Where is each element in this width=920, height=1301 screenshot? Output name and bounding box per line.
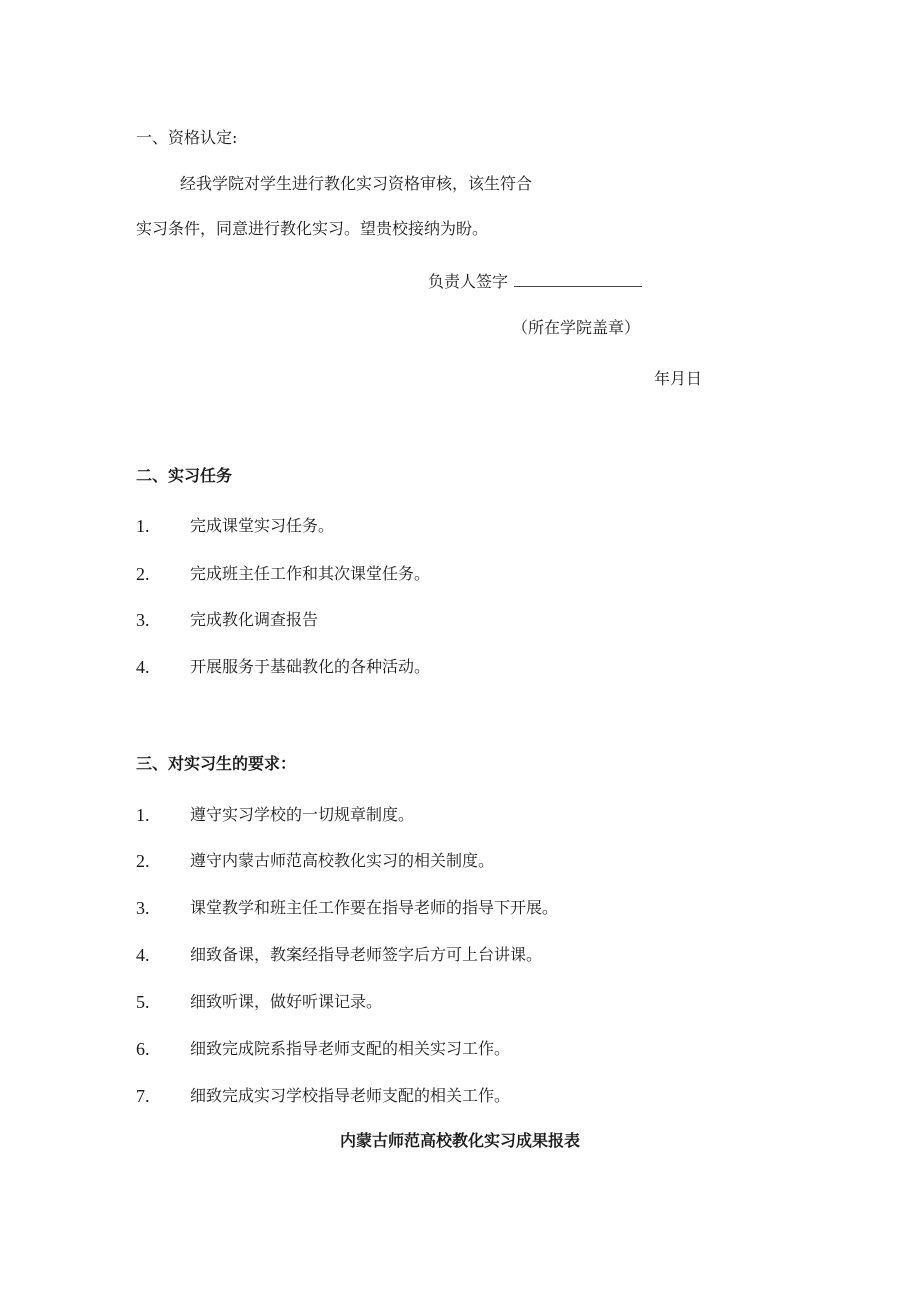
list-item-text: 遵守内蒙古师范高校教化实习的相关制度。	[190, 851, 495, 870]
date-line: 年月日	[654, 369, 703, 388]
seal-note: （所在学院盖章）	[512, 318, 641, 337]
list-item-text: 细致听课，做好听课记录。	[190, 992, 383, 1011]
list-item-text: 细致完成实习学校指导老师支配的相关工作。	[190, 1086, 511, 1105]
list-item-number: 4.	[136, 657, 150, 677]
list-item-number: 6.	[136, 1039, 150, 1059]
signature-line	[514, 272, 642, 287]
list-item-number: 4.	[136, 945, 150, 965]
list-item	[136, 898, 559, 919]
list-item-text: 遵守实习学校的一切规章制度。	[190, 805, 415, 824]
list-item-text: 完成课堂实习任务。	[190, 516, 335, 535]
list-item	[136, 610, 319, 631]
list-item	[136, 805, 415, 826]
list-item	[136, 851, 495, 872]
list-item-text: 细致完成院系指导老师支配的相关实习工作。	[190, 1039, 511, 1058]
list-item	[136, 516, 335, 537]
section2-heading: 二、实习任务	[136, 466, 233, 485]
signature-row	[428, 272, 642, 292]
list-item	[136, 1086, 511, 1107]
list-item-number: 7.	[136, 1086, 150, 1106]
list-item-text: 课堂教学和班主任工作要在指导老师的指导下开展。	[190, 898, 559, 917]
list-item-number: 5.	[136, 992, 150, 1012]
list-item	[136, 992, 383, 1013]
list-item-number: 3.	[136, 898, 150, 918]
list-item-text: 完成教化调查报告	[190, 610, 319, 629]
list-item-number: 3.	[136, 610, 150, 630]
list-item-number: 2.	[136, 564, 150, 584]
list-item-text: 开展服务于基础教化的各种活动。	[190, 657, 431, 676]
list-item	[136, 657, 431, 678]
section3-heading: 三、对实习生的要求：	[136, 754, 297, 773]
list-item-number: 2.	[136, 851, 150, 871]
list-item-number: 1.	[136, 805, 150, 825]
list-item-text: 细致备课，教案经指导老师签字后方可上台讲课。	[190, 945, 543, 964]
section1-paragraph-line2: 实习条件，同意进行教化实习。望贵校接纳为盼。	[136, 219, 489, 238]
list-item	[136, 1039, 511, 1060]
list-item	[136, 564, 431, 585]
list-item-number: 1.	[136, 516, 150, 536]
section1-paragraph-line1: 经我学院对学生进行教化实习资格审核，该生符合	[180, 174, 533, 193]
list-item-text: 完成班主任工作和其次课堂任务。	[190, 564, 431, 583]
list-item	[136, 945, 543, 966]
report-title: 内蒙古师范高校教化实习成果报表	[339, 1131, 580, 1150]
signature-label: 负责人签字	[428, 272, 509, 291]
section1-heading: 一、资格认定:	[136, 128, 238, 147]
